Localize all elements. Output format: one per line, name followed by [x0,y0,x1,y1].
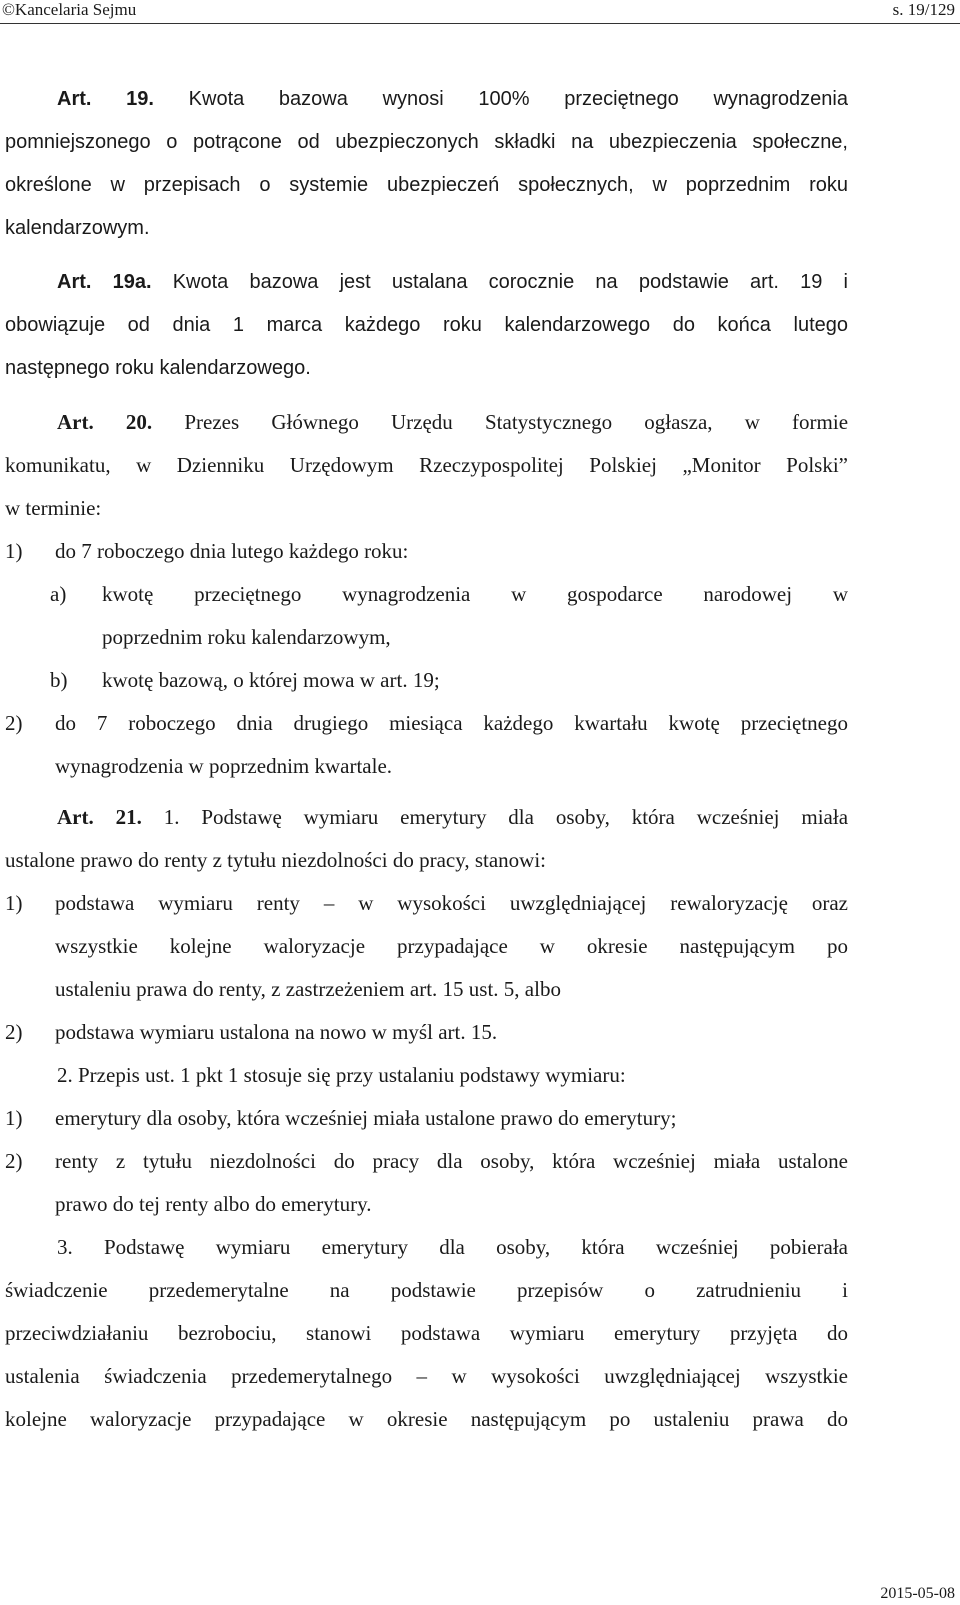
list-text-line-1: podstawa wymiaru renty – w wysokości uwzględniającej rewaloryzację oraz [55,891,848,915]
art-21-ust-2-item-2 [5,1140,848,1226]
art-19a-line-3: następnego roku kalendarzowego. [5,357,311,379]
list-number: 1) [5,891,23,915]
art-21-ust-3-line-2: świadczenie przedemerytalne na podstawie przepisów o zatrudnieniu i [5,1278,848,1302]
list-text-line-3: ustaleniu prawa do renty, z zastrzeżeniem art. 15 ust. 5, albo [55,977,561,1001]
art-19a-line-2: obowiązuje od dnia 1 marca każdego roku kalendarzowego do końca lutego [5,314,848,336]
art-19-line-1 [5,78,848,121]
art-21-ust-2: 2. Przepis ust. 1 pkt 1 stosuje się przy ustalaniu podstawy wymiaru: [57,1063,626,1087]
art-19 [5,78,848,250]
art-19-line-2: pomniejszonego o potrącone od ubezpieczonych składki na ubezpieczenia społeczne, [5,131,848,153]
list-number: 2) [5,1020,23,1044]
art-21-ust-3-line-1: 3. Podstawę wymiaru emerytury dla osoby, która wcześniej pobierała [57,1235,848,1259]
art-20-item-1a [5,573,848,659]
art-21-line-1 [5,796,848,839]
list-text: emerytury dla osoby, która wcześniej miała ustalone prawo do emerytury; [55,1106,677,1130]
art-20-item-1 [5,530,848,573]
art-21-label: Art. 21. [57,805,142,829]
art-19a-label: Art. 19a. [57,271,152,293]
footer-date: 2015-05-08 [880,1585,955,1602]
art-20-label: Art. 20. [57,410,153,434]
list-text-line-2: prawo do tej renty albo do emerytury. [55,1192,372,1216]
art-20 [5,401,848,788]
art-20-line-1 [5,401,848,444]
art-21-ust-2-item-1 [5,1097,848,1140]
art-19-label: Art. 19. [57,88,154,110]
list-letter: a) [50,582,67,606]
list-text-line-2: wszystkie kolejne waloryzacje przypadające w okresie następującym po [55,934,848,958]
header-page-number: s. 19/129 [892,0,955,19]
art-21-text-1: Podstawę wymiaru emerytury dla osoby, która wcześniej miała [201,805,849,829]
list-letter: b) [50,668,68,692]
list-text: podstawa wymiaru ustalona na nowo w myśl art. 15. [55,1020,498,1044]
art-20-line-2: komunikatu, w Dzienniku Urzędowym Rzeczypospolitej Polskiej „Monitor Polski” [5,453,848,477]
list-text-line-1: do 7 roboczego dnia drugiego miesiąca każdego kwartału kwotę przeciętnego [55,711,848,735]
art-20-text-1: Prezes Głównego Urzędu Statystycznego ogłasza, w formie [184,410,849,434]
header-copyright: ©Kancelaria Sejmu [2,0,137,19]
art-21-ust-1-number: 1. [163,805,180,829]
art-19a-line-1 [5,261,848,304]
art-21-ust-3-line-3: przeciwdziałaniu bezrobociu, stanowi podstawa wymiaru emerytury przyjęta do [5,1321,848,1345]
art-21-ust-3-line-4: ustalenia świadczenia przedemerytalnego – w wysokości uwzględniającej wszystkie [5,1364,848,1388]
art-20-item-2 [5,702,848,788]
list-number: 1) [5,539,23,563]
art-19-line-4: kalendarzowym. [5,217,150,239]
list-text-line-1: renty z tytułu niezdolności do pracy dla osoby, która wcześniej miała ustalone [55,1149,848,1173]
list-number: 2) [5,711,23,735]
art-21-item-1 [5,882,848,1011]
list-text-line-2: wynagrodzenia w poprzednim kwartale. [55,754,393,778]
art-21-line-2: ustalone prawo do renty z tytułu niezdolności do pracy, stanowi: [5,848,547,872]
art-21 [5,796,848,1441]
art-19-text-1: Kwota bazowa wynosi 100% przeciętnego wynagrodzenia [188,88,848,110]
list-number: 2) [5,1149,23,1173]
list-text-line-1: kwotę przeciętnego wynagrodzenia w gospodarce narodowej w [102,582,848,606]
list-text-line-2: poprzednim roku kalendarzowym, [102,625,391,649]
art-19a-text-1: Kwota bazowa jest ustalana corocznie na podstawie art. 19 i [172,271,848,293]
list-number: 1) [5,1106,23,1130]
art-19-line-3: określone w przepisach o systemie ubezpieczeń społecznych, w poprzednim roku [5,174,848,196]
art-21-item-2 [5,1011,848,1054]
art-20-line-3: w terminie: [5,496,102,520]
art-19a [5,261,848,390]
list-text: do 7 roboczego dnia lutego każdego roku: [55,539,409,563]
art-20-item-1b [5,659,848,702]
art-21-ust-3-line-5: kolejne waloryzacje przypadające w okresie następującym po ustaleniu prawa do [5,1407,848,1431]
list-text: kwotę bazową, o której mowa w art. 19; [102,668,440,692]
page-header [0,0,960,24]
